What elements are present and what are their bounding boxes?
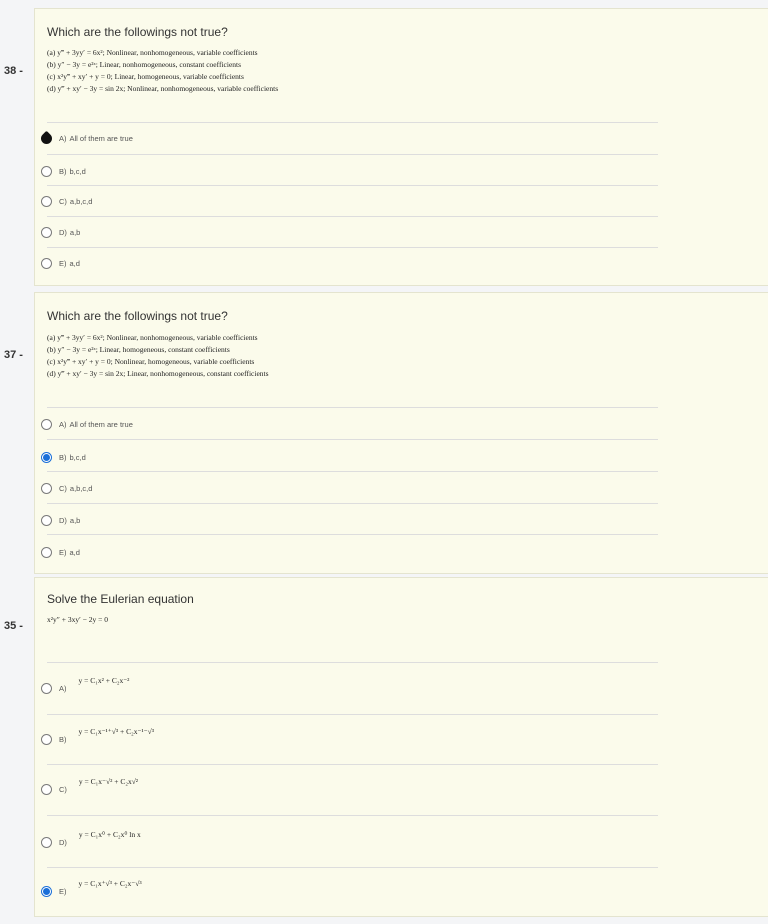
option-letter: A): [59, 134, 67, 143]
option-text: All of them are true: [69, 420, 133, 429]
option-letter: A): [59, 420, 67, 429]
radio-icon[interactable]: [41, 734, 52, 745]
option-text: b,c,d: [69, 167, 86, 176]
option-letter: D): [59, 228, 67, 237]
option-text: a,b,c,d: [69, 197, 93, 206]
radio-icon[interactable]: [41, 196, 52, 207]
radio-icon[interactable]: [41, 419, 52, 430]
option-divider: [47, 154, 658, 155]
option-text: a,d: [69, 548, 80, 557]
option-a[interactable]: [41, 133, 133, 144]
option-math: y = C₁x⁰ + C₂x⁰ ln x: [78, 830, 141, 839]
option-letter: D): [59, 516, 67, 525]
statement-d: (d) y‴ + xy′ − 3y = sin 2x; Linear, nonhomogeneous, constant coefficients: [47, 369, 269, 378]
option-letter: E): [59, 259, 67, 268]
option-d[interactable]: [41, 830, 141, 848]
question-title: Which are the followings not true?: [47, 25, 228, 39]
radio-selected-icon[interactable]: [41, 452, 52, 463]
radio-icon[interactable]: [41, 784, 52, 795]
option-letter: A): [59, 684, 67, 693]
question-number: 37 -: [4, 349, 23, 361]
option-a[interactable]: [41, 676, 130, 694]
option-divider: [47, 764, 658, 765]
question-35: [0, 577, 768, 917]
statement-b: (b) y″ − 3y = e²ˣ; Linear, nonhomogeneous, constant coefficients: [47, 60, 242, 69]
option-b[interactable]: [41, 727, 155, 745]
radio-icon[interactable]: [41, 227, 52, 238]
option-letter: C): [59, 197, 67, 206]
option-letter: B): [59, 167, 67, 176]
option-divider: [47, 815, 658, 816]
option-b[interactable]: [41, 166, 86, 177]
option-math: y = C₁x⁻¹⁺√³ + C₂x⁻¹⁻√³: [78, 727, 155, 736]
option-letter: B): [59, 735, 67, 744]
radio-icon[interactable]: [41, 515, 52, 526]
option-letter: E): [59, 548, 67, 557]
divider: [47, 407, 658, 408]
pin-icon: [39, 131, 55, 147]
option-d[interactable]: [41, 515, 80, 526]
option-divider: [47, 503, 658, 504]
option-letter: C): [59, 484, 67, 493]
divider: [47, 122, 658, 123]
radio-icon[interactable]: [41, 683, 52, 694]
statement-c: (c) x²y‴ + xy′ + y = 0; Nonlinear, homogeneous, variable coefficients: [47, 357, 255, 366]
question-37: [0, 292, 768, 574]
statement-d: (d) y‴ + xy′ − 3y = sin 2x; Nonlinear, nonhomogeneous, variable coefficients: [47, 84, 279, 93]
option-letter: B): [59, 453, 67, 462]
statement-b: (b) y″ − 3y = e²ˣ; Linear, homogeneous, constant coefficients: [47, 345, 230, 354]
option-c[interactable]: [41, 777, 139, 795]
question-card: [34, 292, 768, 574]
question-number: 38 -: [4, 65, 23, 77]
option-divider: [47, 216, 658, 217]
option-math: y = C₁x⁺√³ + C₂x⁻√³: [78, 879, 142, 888]
option-text: b,c,d: [69, 453, 86, 462]
option-e[interactable]: [41, 879, 142, 897]
question-card: [34, 577, 768, 917]
option-divider: [47, 867, 658, 868]
radio-icon[interactable]: [41, 166, 52, 177]
radio-icon[interactable]: [41, 837, 52, 848]
option-math: y = C₁x² + C₂x⁻²: [78, 676, 130, 685]
equation: x²y″ + 3xy′ − 2y = 0: [47, 615, 108, 624]
statement-a: (a) y‴ + 3yy′ = 6x²; Nonlinear, nonhomogeneous, variable coefficients: [47, 48, 258, 57]
option-letter: D): [59, 838, 67, 847]
question-title: Which are the followings not true?: [47, 309, 228, 323]
option-divider: [47, 534, 658, 535]
divider: [47, 662, 658, 663]
question-card: [34, 8, 768, 286]
option-letter: C): [59, 785, 67, 794]
radio-icon[interactable]: [41, 547, 52, 558]
question-title: Solve the Eulerian equation: [47, 592, 194, 606]
option-divider: [47, 185, 658, 186]
statement-c: (c) x²y‴ + xy′ + y = 0; Linear, homogeneous, variable coefficients: [47, 72, 244, 81]
option-divider: [47, 247, 658, 248]
option-text: a,d: [69, 259, 80, 268]
option-b[interactable]: [41, 452, 86, 463]
option-c[interactable]: [41, 196, 92, 207]
option-text: a,b: [69, 516, 81, 525]
question-38: [0, 8, 768, 286]
option-divider: [47, 714, 658, 715]
radio-icon[interactable]: [41, 258, 52, 269]
question-number: 35 -: [4, 620, 23, 632]
option-math: y = C₁x⁻√² + C₂x√²: [78, 777, 139, 786]
statement-a: (a) y‴ + 3yy′ = 6x²; Nonlinear, nonhomogeneous, variable coefficients: [47, 333, 258, 342]
option-text: a,b,c,d: [69, 484, 93, 493]
option-text: All of them are true: [69, 134, 133, 143]
option-divider: [47, 439, 658, 440]
option-a[interactable]: [41, 419, 133, 430]
option-text: a,b: [69, 228, 81, 237]
option-e[interactable]: [41, 547, 80, 558]
radio-icon[interactable]: [41, 483, 52, 494]
option-divider: [47, 471, 658, 472]
option-c[interactable]: [41, 483, 92, 494]
option-e[interactable]: [41, 258, 80, 269]
option-letter: E): [59, 887, 67, 896]
option-d[interactable]: [41, 227, 80, 238]
radio-selected-icon[interactable]: [41, 886, 52, 897]
